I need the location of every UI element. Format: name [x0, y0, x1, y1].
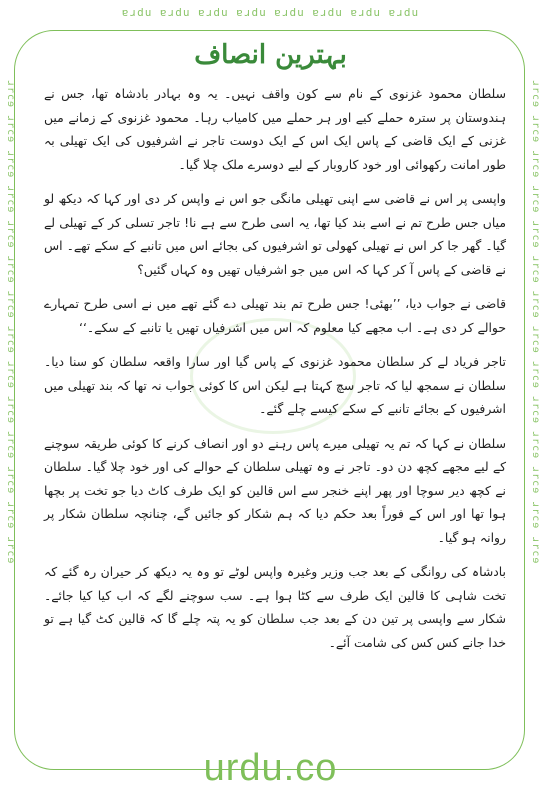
paragraph: سلطان نے کہا کہ تم یہ تھیلی میرے پاس رہنے دو اور انصاف کرنے کا کوئی طریقہ سوچنے کے لیے مجھے کچھ دن دو۔ تاجر نے وہ تھیلی سلطان کے حوالے کی اور خود چلا گیا۔ سلطان نے کچھ دیر سوچا اور پھر اپنے خنجر سے اس قالین کو ایک طرف کاٹ دیا جو تخت پر بچھا ہوا تھا اور اس کے فوراً بعد حکم دیا کہ ہم شکار کو جائیں گے، چنانچہ سلطان شکار پر روانہ ہو گیا۔ [44, 435, 506, 545]
story-title: بہترین انصاف [194, 40, 347, 70]
decorative-header-pattern: ɐɹdu ɐɹdu ɐɹdu ɐɹdu ɐɹdu ɐɹdu ɐɹdu ɐɹdu [121, 6, 420, 19]
paragraph: تاجر فریاد لے کر سلطان محمود غزنوی کے پاس گیا اور سارا واقعہ سلطان کو سنا دیا۔ سلطان نے سمجھ لیا کہ تاجر سچ کہتا ہے لیکن اس کا کوئی جواب نہ تھا کہ بند تھیلی میں اشرفیوں کے بجائے تانبے کے سکے کیسے چلے گئے۔ [44, 354, 506, 416]
paragraph: سلطان محمود غزنوی کے نام سے کون واقف نہیں۔ یہ وہ بہادر بادشاہ تھا، جس نے ہندوستان پر سترہ حملے کیے اور ہر حملے میں کامیاب رہا۔ محمود غزنوی کے زمانے میں غزنی کے ایک قاضی کے پاس ایک اس کے ایک دوست تاجر نے اشرفیوں کی ایک تھیلی بہ طور امانت رکھوائی اور خود کاروبار کے لیے دوسرے ملک چلا گیا۔ [44, 86, 506, 172]
site-logo-text: urdu.co [203, 747, 338, 789]
story-body [44, 82, 506, 665]
decorative-side-pattern-right: ɹrcɘ ɹrcɘ ɹrcɘ ɹrcɘ ɹrcɘ ɹrcɘ ɹrcɘ ɹrcɘ ɹrcɘ ɹrcɘ ɹrcɘ ɹrcɘ ɹrcɘ ɹrcɘ [530, 80, 541, 565]
paragraph: واپسی پر اس نے قاضی سے اپنی تھیلی مانگی جو اس نے واپس کر دی اور کہا کہ دیکھ لو میاں جس طرح تم نے اسے بند کیا تھا، یہ اسی طرح سے ہے نا! تاجر تسلی کر کے تھیلی لے گیا۔ گھر جا کر اس نے تھیلی کھولی تو اشرفیوں کی بجائے اس میں تانبے کے سکے تھے۔ اس نے قاضی کے پاس آ کر کہا کہ اس میں جو اشرفیاں تھیں وہ کہاں گئیں؟ [44, 191, 506, 277]
paragraph: بادشاہ کی روانگی کے بعد جب وزیر وغیرہ واپس لوٹے تو وہ یہ دیکھ کر حیران رہ گئے کہ تخت شاہی کا قالین ایک طرف سے کٹا ہوا ہے۔ سب سوچنے لگے کہ اب کیا کیا جائے۔ شکار سے واپسی پر تین دن کے بعد جب سلطان کو یہ پتہ چلے گا کہ قالین کٹ گیا ہے تو خدا جانے کس کس کی شامت آئے۔ [44, 564, 506, 650]
paragraph: قاضی نے جواب دیا، ’’بھئی! جس طرح تم بند تھیلی دے گئے تھے میں نے اسی طرح تمہارے حوالے کر دی ہے۔ اب مجھے کیا معلوم کہ اس میں اشرفیاں تھیں یا تانبے کے سکے۔‘‘ [44, 296, 506, 335]
decorative-side-pattern-left: ɹrcɘ ɹrcɘ ɹrcɘ ɹrcɘ ɹrcɘ ɹrcɘ ɹrcɘ ɹrcɘ ɹrcɘ ɹrcɘ ɹrcɘ ɹrcɘ ɹrcɘ ɹrcɘ [5, 80, 16, 565]
